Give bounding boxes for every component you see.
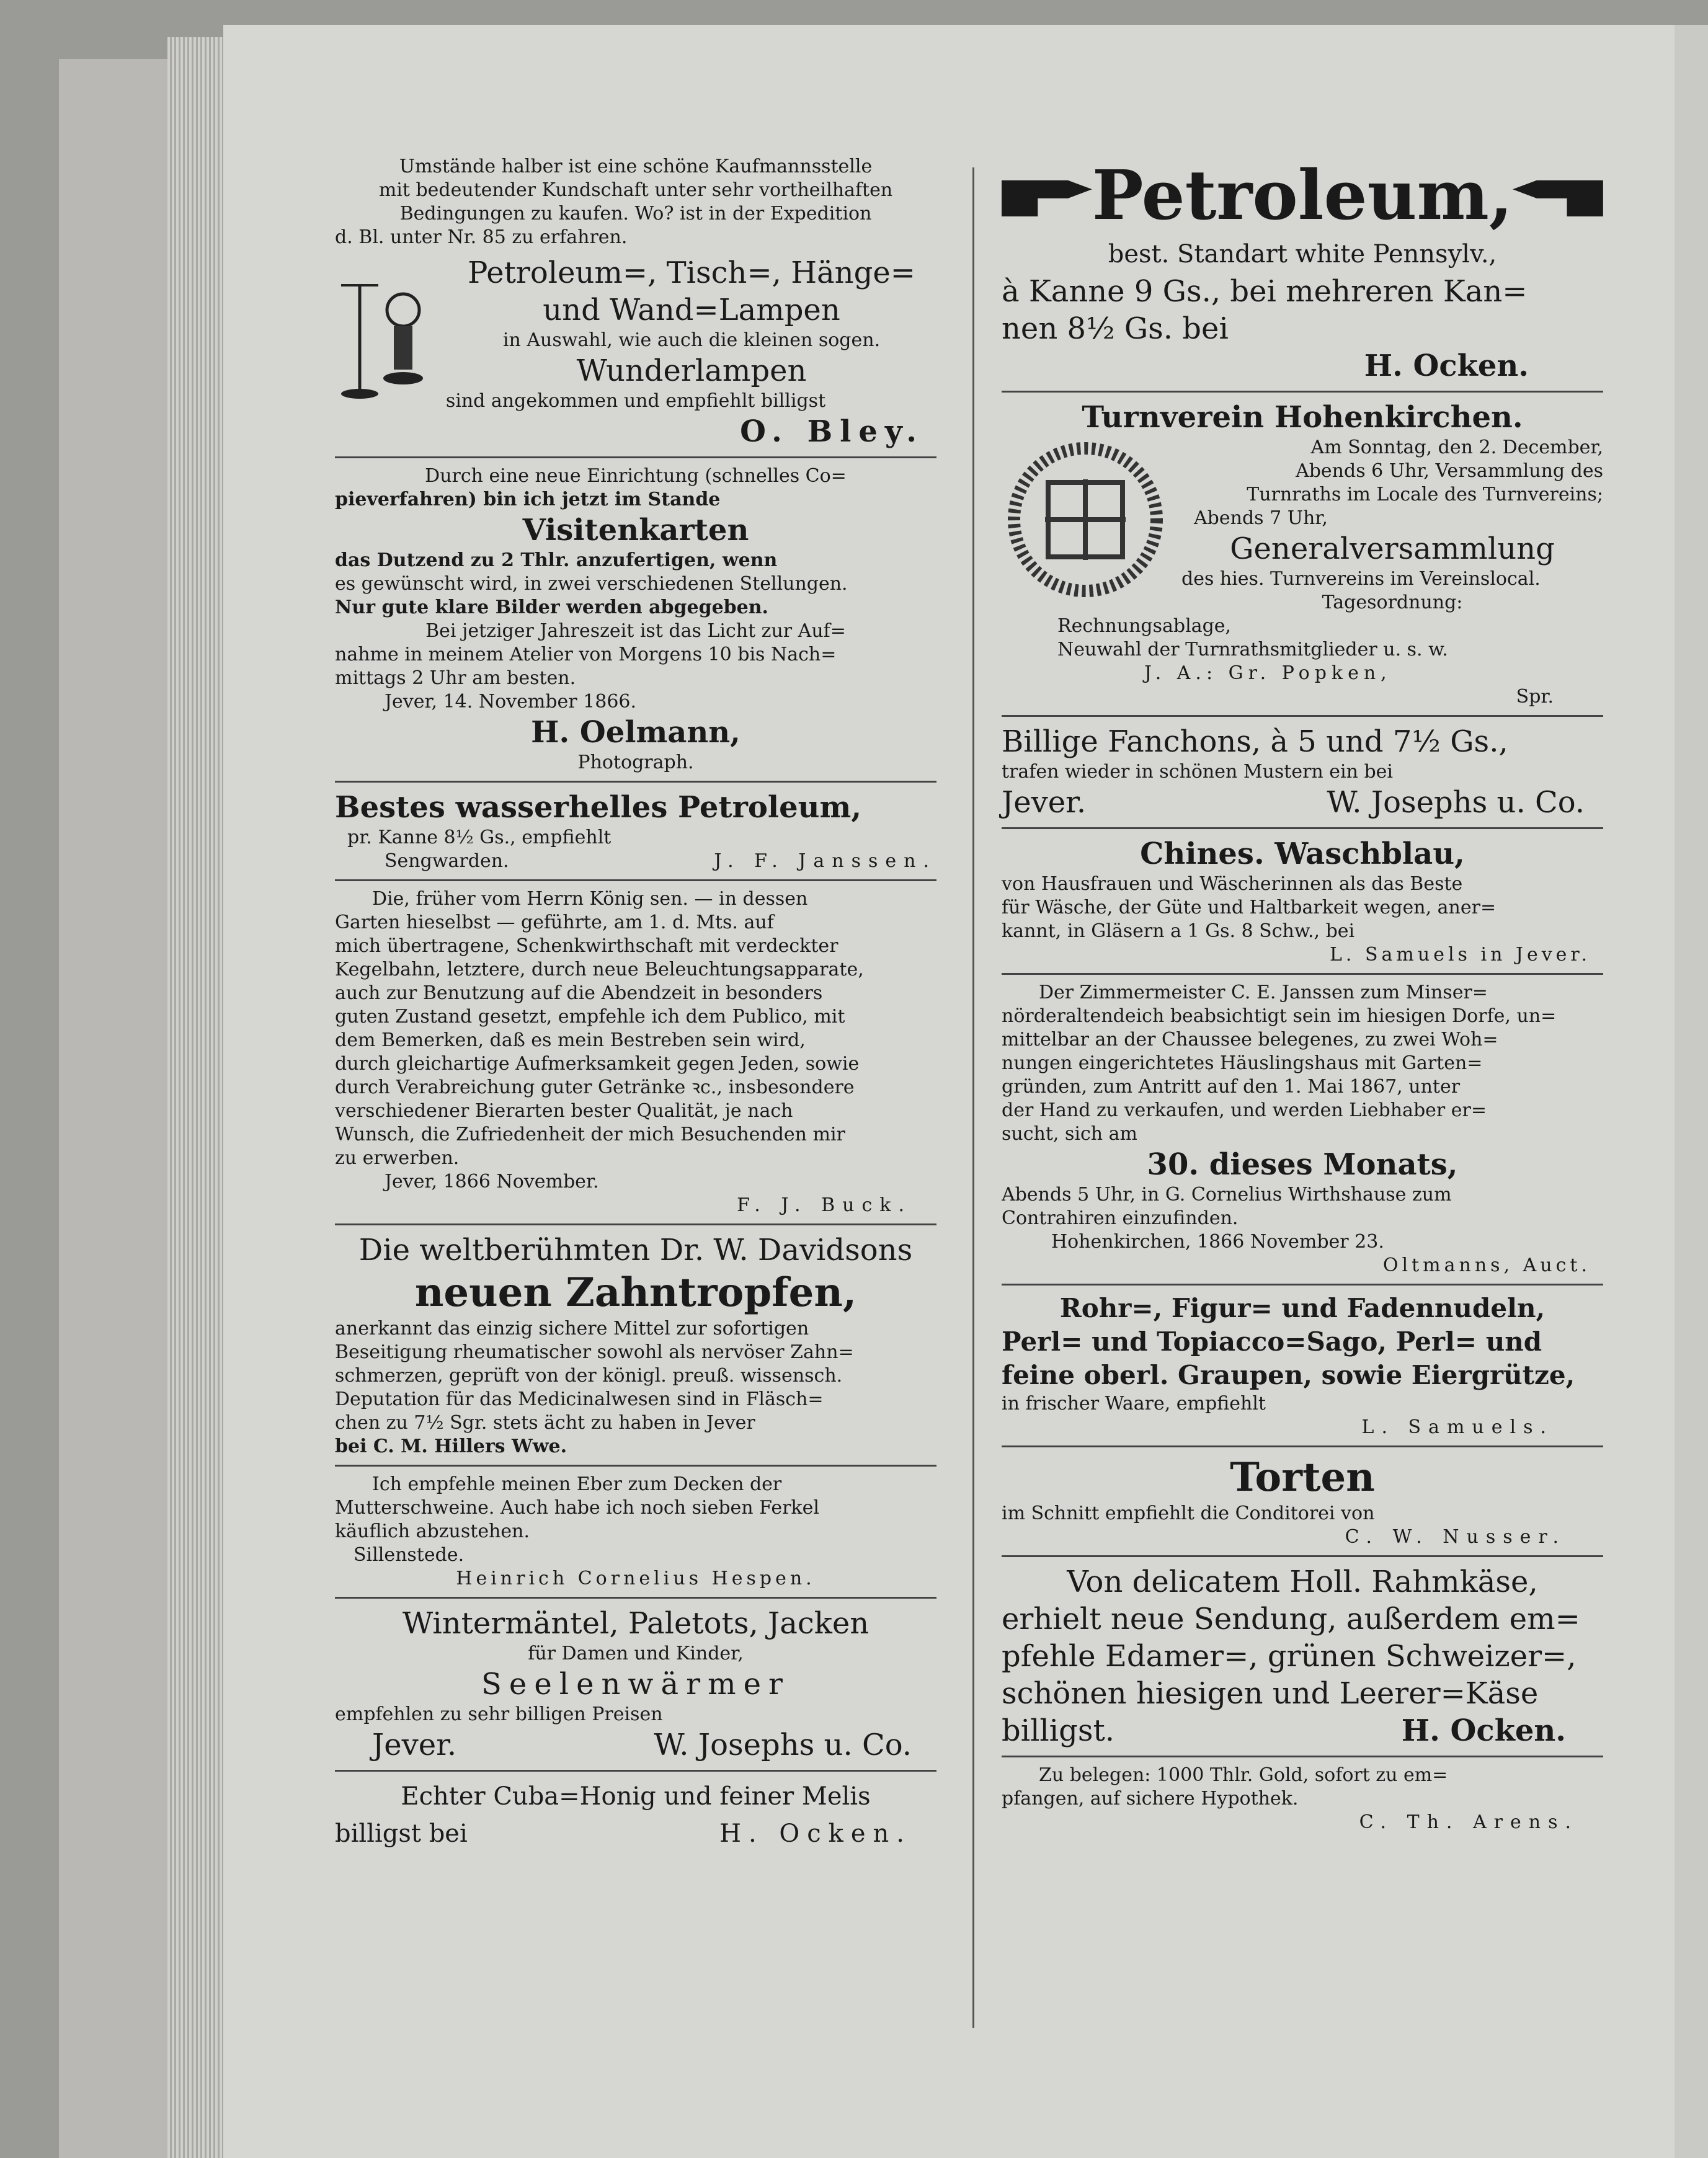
ad-heading: Wunderlampen	[576, 353, 807, 388]
ad-line: Jever, 14. November 1866.	[385, 691, 637, 713]
right-column	[1002, 155, 1603, 1834]
ad-line: Abends 6 Uhr, Versammlung des	[1296, 460, 1603, 482]
ad-fanchons	[1002, 723, 1603, 821]
ad-heading: Perl= und Topiacco=Sago, Perl= und	[1002, 1326, 1542, 1357]
ad-line: Hohenkirchen, 1866 November 23.	[1051, 1231, 1384, 1253]
ad-title: Petroleum,	[1092, 155, 1513, 235]
ad-hypothek	[1002, 1764, 1603, 1834]
ad-line: J. A.: Gr. Popken,	[1144, 662, 1392, 684]
ad-line: sucht, sich am	[1002, 1123, 1137, 1145]
ad-separator	[335, 879, 936, 881]
ad-line: Contrahiren einzufinden.	[1002, 1207, 1239, 1229]
ad-cuba-honig	[335, 1778, 936, 1852]
ad-signature: L. Samuels.	[1361, 1416, 1554, 1438]
ad-line: in frischer Waare, empfiehlt	[1002, 1393, 1266, 1414]
ad-heading: feine oberl. Graupen, sowie Eiergrütze,	[1002, 1360, 1575, 1390]
ad-signature: H. Ocken.	[1401, 1713, 1566, 1748]
ad-separator	[1002, 1284, 1603, 1285]
ad-line: Abends 5 Uhr, in G. Cornelius Wirthshause zum	[1002, 1184, 1452, 1206]
ad-signature: L. Samuels in Jever.	[1330, 944, 1591, 966]
ad-heading: Billige Fanchons, à 5 und 7½ Gs.,	[1002, 724, 1508, 759]
ad-heading: Von delicatem Holl. Rahmkäse,	[1067, 1565, 1538, 1599]
turnverein-wreath-emblem	[1002, 436, 1169, 603]
ad-heading: Visitenkarten	[522, 513, 749, 548]
ad-signature: Oltmanns, Auct.	[1382, 1254, 1591, 1276]
ad-line: chen zu 7½ Sgr. stets ächt zu haben in Jever	[335, 1412, 755, 1434]
ad-signature: W. Josephs u. Co.	[654, 1728, 912, 1762]
ad-line: durch gleichartige Aufmerksamkeit gegen Jeden, sowie	[335, 1053, 860, 1075]
ad-heading: Generalversammlung	[1230, 531, 1555, 566]
ad-line: das Dutzend zu 2 Thlr. anzufertigen, wenn	[335, 549, 778, 571]
ad-line: der Hand zu verkaufen, und werden Liebhaber er=	[1002, 1099, 1487, 1121]
ad-separator	[1002, 1555, 1603, 1557]
ad-separator	[1002, 1756, 1603, 1757]
ad-line: Beseitigung rheumatischer sowohl als nervöser Zahn=	[335, 1341, 854, 1363]
facing-page-edge	[1675, 25, 1708, 2158]
ad-heading: und Wand=Lampen	[543, 293, 840, 327]
ad-line: Nur gute klare Bilder werden abgegeben.	[335, 597, 768, 618]
ad-line: anerkannt das einzig sichere Mittel zur sofortigen	[335, 1318, 809, 1339]
ad-heading: Seelenwärmer	[481, 1667, 790, 1702]
ad-line: billigst.	[1002, 1713, 1115, 1748]
ad-petroleum-ocken	[1002, 155, 1603, 384]
ad-signature: Heinrich Cornelius Hespen.	[456, 1568, 816, 1589]
ad-line: nen 8½ Gs. bei	[1002, 311, 1229, 346]
ad-heading: Petroleum=, Tisch=, Hänge=	[468, 255, 915, 290]
ad-line: Am Sonntag, den 2. December,	[1310, 437, 1603, 458]
ad-line: d. Bl. unter Nr. 85 zu erfahren.	[335, 226, 628, 248]
ad-separator	[1002, 1445, 1603, 1447]
ad-line: mittelbar an der Chaussee belegenes, zu zwei Woh=	[1002, 1029, 1498, 1050]
ad-place: Jever.	[1002, 785, 1087, 820]
ad-signature: O. Bley.	[740, 414, 924, 449]
ad-heading: Echter Cuba=Honig und feiner Melis	[401, 1782, 871, 1811]
ad-separator	[1002, 391, 1603, 393]
ad-line: Mutterschweine. Auch habe ich noch sieben Ferkel	[335, 1497, 819, 1519]
ad-line: dem Bemerken, daß es mein Bestreben sein wird,	[335, 1029, 806, 1051]
ad-line: für Damen und Kinder,	[528, 1643, 744, 1664]
ad-line: pfangen, auf sichere Hypothek.	[1002, 1788, 1299, 1809]
ad-lampen	[335, 254, 936, 450]
ad-line: Ich empfehle meinen Eber zum Decken der	[372, 1473, 782, 1495]
ad-turnverein	[1002, 399, 1603, 709]
ad-line: Garten hieselbst — geführte, am 1. d. Mts. auf	[335, 912, 774, 933]
ad-line: Durch eine neue Einrichtung (schnelles Co=	[425, 465, 847, 487]
ad-line: Spr.	[1516, 686, 1554, 708]
ad-line: pieverfahren) bin ich jetzt im Stande	[335, 489, 721, 510]
ad-separator	[1002, 827, 1603, 829]
ad-rahmkaese	[1002, 1563, 1603, 1749]
left-column	[335, 155, 936, 1852]
ad-line: guten Zustand gesetzt, empfehle ich dem Publico, mit	[335, 1006, 845, 1028]
ad-petroleum-janssen	[335, 789, 936, 873]
column-divider	[972, 167, 974, 2028]
pointing-hand-right-icon	[1002, 167, 1092, 223]
ad-line: Deputation für das Medicinalwesen sind in Fläsch=	[335, 1388, 824, 1410]
ad-heading: Die weltberühmten Dr. W. Davidsons	[358, 1233, 913, 1268]
ad-line: verschiedener Bierarten bester Qualität, je nach	[335, 1100, 793, 1122]
ad-nudeln	[1002, 1292, 1603, 1439]
ad-title: Chines. Waschblau,	[1140, 837, 1465, 871]
ad-line: best. Standart white Pennsylv.,	[1108, 240, 1497, 269]
ad-line: kannt, in Gläsern a 1 Gs. 8 Schw., bei	[1002, 920, 1355, 942]
ad-heading: erhielt neue Sendung, außerdem em=	[1002, 1602, 1580, 1636]
ad-signature: C. Th. Arens.	[1359, 1811, 1578, 1833]
ad-heading: schönen hiesigen und Leerer=Käse	[1002, 1676, 1539, 1711]
ad-separator	[335, 1597, 936, 1599]
ad-line: mittags 2 Uhr am besten.	[335, 667, 576, 689]
ad-haeuslingshaus	[1002, 981, 1603, 1277]
ad-signature: J. F. Janssen.	[714, 850, 936, 872]
ad-line: bei C. M. Hillers Wwe.	[335, 1436, 567, 1457]
ad-line: Die, früher vom Herrn König sen. — in dessen	[372, 888, 808, 910]
ad-line: Jever, 1866 November.	[385, 1171, 599, 1192]
ad-line: durch Verabreichung guter Getränke ꝛc., insbesondere	[335, 1077, 855, 1098]
ad-line: empfehlen zu sehr billigen Preisen	[335, 1703, 663, 1725]
ad-signature: F. J. Buck.	[737, 1194, 912, 1216]
ad-place: Sengwarden.	[385, 850, 509, 872]
ad-visitenkarten	[335, 464, 936, 775]
ad-line: sind angekommen und empfiehlt billigst	[445, 390, 826, 412]
ad-line: Neuwahl der Turnrathsmitglieder u. s. w.	[1057, 639, 1448, 660]
ad-line: nahme in meinem Atelier von Morgens 10 bis Nach=	[335, 644, 837, 665]
ad-line: mich übertragene, Schenkwirthschaft mit verdeckter	[335, 935, 838, 957]
ad-line: Tagesordnung:	[1322, 592, 1463, 613]
ad-line: pr. Kanne 8½ Gs., empfiehlt	[347, 827, 612, 848]
ad-line: à Kanne 9 Gs., bei mehreren Kan=	[1002, 274, 1528, 309]
ad-line: Turnraths im Locale des Turnvereins;	[1247, 484, 1603, 505]
ad-line: Der Zimmermeister C. E. Janssen zum Minser=	[1039, 982, 1488, 1003]
ad-zahntropfen	[335, 1232, 936, 1459]
ad-title: Turnverein Hohenkirchen.	[1082, 400, 1523, 435]
book-binding-edge	[59, 59, 174, 2158]
ad-line: Umstände halber ist eine schöne Kaufmannsstelle	[399, 156, 873, 177]
ad-signature: H. Ocken.	[1364, 349, 1529, 383]
ad-separator	[335, 781, 936, 783]
ad-title: Torten	[1230, 1454, 1375, 1501]
ad-line: in Auswahl, wie auch die kleinen sogen.	[502, 329, 881, 351]
lamp-illustration	[335, 267, 434, 403]
ad-line: Wunsch, die Zufriedenheit der mich Besuchenden mir	[335, 1124, 845, 1145]
ad-signature: H. Oelmann,	[531, 715, 741, 750]
ad-heading: neuen Zahntropfen,	[414, 1269, 857, 1316]
ad-line: mit bedeutender Kundschaft unter sehr vortheilhaften	[378, 179, 893, 201]
ad-line: für Wäsche, der Güte und Haltbarkeit wegen, aner=	[1002, 897, 1497, 918]
ad-eber	[335, 1473, 936, 1591]
ad-line: im Schnitt empfiehlt die Conditorei von	[1002, 1503, 1375, 1524]
ad-schenkwirthschaft	[335, 887, 936, 1217]
ad-separator	[335, 456, 936, 458]
ad-line: des hies. Turnvereins im Vereinslocal.	[1181, 568, 1541, 590]
ad-line: Rechnungsablage,	[1057, 615, 1232, 637]
ad-separator	[335, 1465, 936, 1467]
ad-place: Jever.	[372, 1728, 457, 1762]
ad-line: Abends 7 Uhr,	[1194, 507, 1328, 529]
ad-line: zu erwerben.	[335, 1147, 460, 1169]
ad-separator	[1002, 973, 1603, 975]
ad-waschblau	[1002, 835, 1603, 967]
ad-heading: pfehle Edamer=, grünen Schweizer=,	[1002, 1639, 1577, 1674]
ad-separator	[335, 1770, 936, 1772]
ad-line: Photograph.	[577, 752, 694, 773]
pointing-hand-left-icon	[1513, 167, 1603, 223]
ad-line: Sillenstede.	[354, 1544, 465, 1566]
ad-line: Kegelbahn, letztere, durch neue Beleuchtungsapparate,	[335, 959, 864, 980]
ad-signature: C. W. Nusser.	[1345, 1526, 1566, 1548]
ad-line: nungen eingerichtetes Häuslingshaus mit Garten=	[1002, 1052, 1483, 1074]
ad-kaufmannsstelle	[335, 155, 936, 249]
ad-line: schmerzen, geprüft von der königl. preuß. wissensch.	[335, 1365, 843, 1387]
ad-wintermaentel	[335, 1605, 936, 1764]
ad-line: nörderaltendeich beabsichtigt sein im hiesigen Dorfe, un=	[1002, 1005, 1557, 1027]
ad-line: auch zur Benutzung auf die Abendzeit in besonders	[335, 982, 823, 1004]
ad-separator	[335, 1223, 936, 1225]
ad-line: Zu belegen: 1000 Thlr. Gold, sofort zu em=	[1039, 1764, 1448, 1786]
ad-heading: Bestes wasserhelles Petroleum,	[335, 790, 862, 825]
ad-line: gründen, zum Antritt auf den 1. Mai 1867, unter	[1002, 1076, 1461, 1098]
ad-line: trafen wieder in schönen Mustern ein bei	[1002, 761, 1394, 783]
ad-line: billigst bei	[335, 1819, 468, 1848]
ad-separator	[1002, 715, 1603, 717]
ad-heading: 30. dieses Monats,	[1147, 1147, 1458, 1182]
ad-line: Bedingungen zu kaufen. Wo? ist in der Expedition	[399, 203, 872, 224]
ad-line: von Hausfrauen und Wäscherinnen als das Beste	[1002, 873, 1463, 895]
ad-signature: H. Ocken.	[719, 1819, 912, 1848]
ad-torten	[1002, 1454, 1603, 1549]
ad-line: Bei jetziger Jahreszeit ist das Licht zur Auf=	[425, 620, 846, 642]
ad-heading: Rohr=, Figur= und Fadennudeln,	[1059, 1293, 1546, 1323]
ad-heading: Wintermäntel, Paletots, Jacken	[402, 1606, 870, 1641]
ad-line: käuflich abzustehen.	[335, 1521, 530, 1542]
ad-line: es gewünscht wird, in zwei verschiedenen Stellungen.	[335, 573, 848, 595]
ad-signature: W. Josephs u. Co.	[1327, 785, 1585, 820]
